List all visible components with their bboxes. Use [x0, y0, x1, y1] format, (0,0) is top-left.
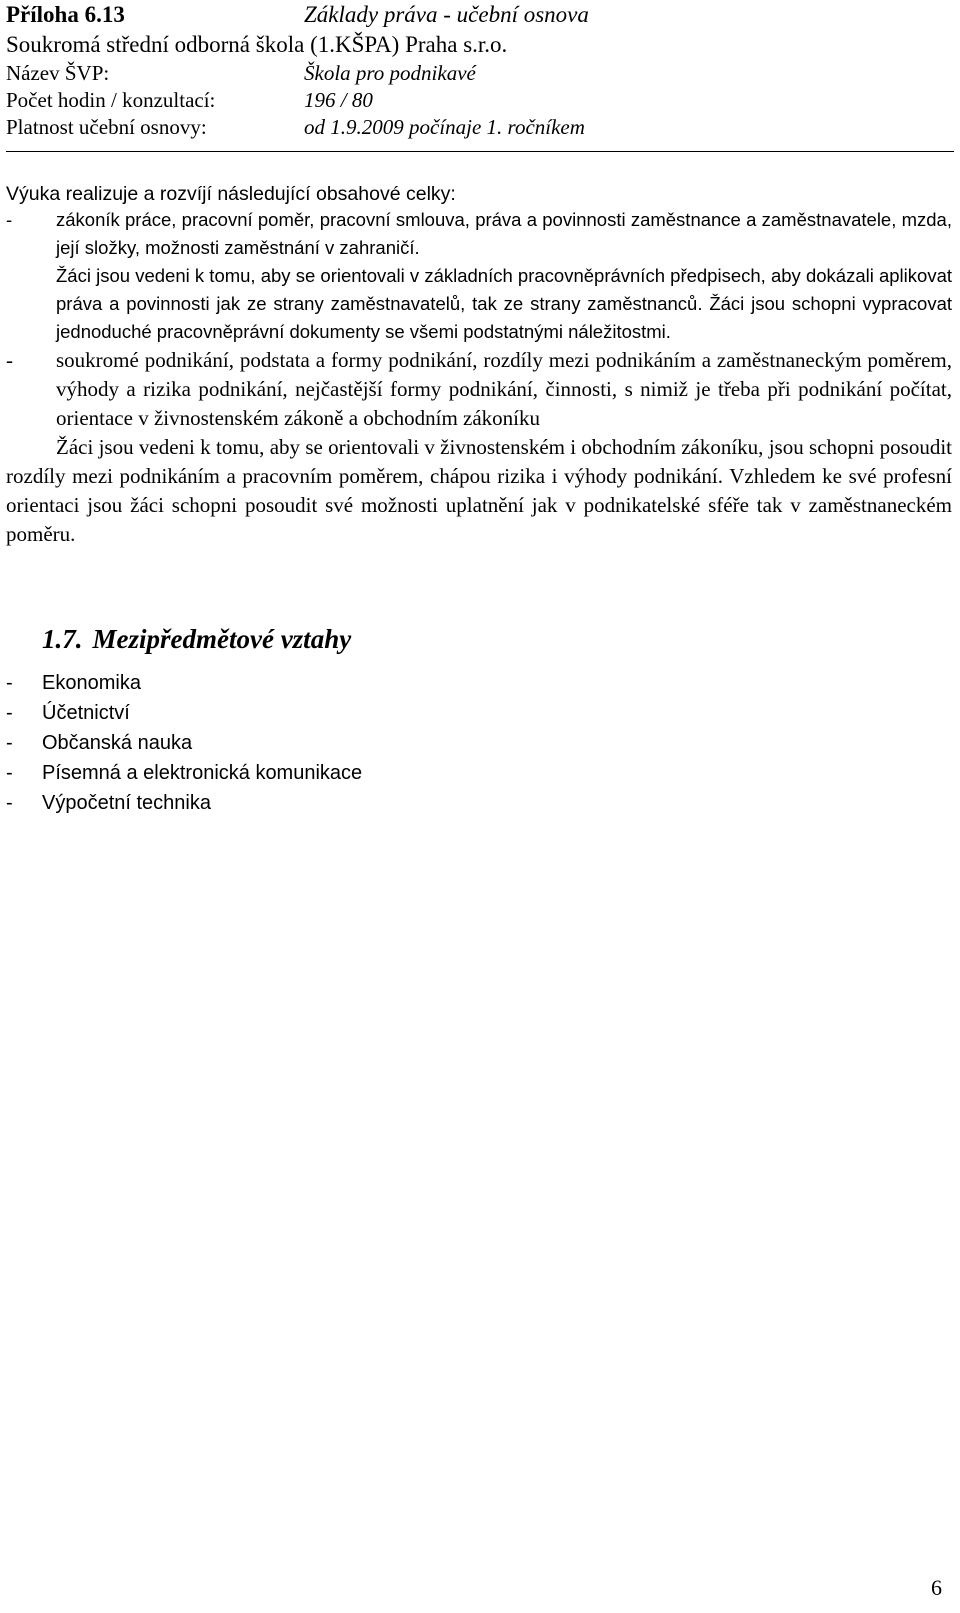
- section-number: 1.7.: [42, 624, 83, 654]
- header-row-svp: [6, 60, 950, 87]
- school-name: Soukromá střední odborná škola (1.KŠPA) Praha s.r.o.: [6, 32, 508, 57]
- header-row-validity: [6, 114, 950, 141]
- page-number: 6: [931, 1575, 942, 1600]
- item-description-text: Žáci jsou vedeni k tomu, aby se orientovali v živnostenském i obchodním zákoníku, jsou schopni posoudit rozdíly mezi podnikáním a pracovním poměrem, chápou rizika i výhody podnikání. Vzhledem ke své profesní orientaci jsou žáci schopni posoudit své možnosti uplatnění jak v podnikatelské sféře tak v zaměstnaneckém poměru.: [6, 435, 952, 546]
- item-topic: soukromé podnikání, podstata a formy podnikání, rozdíly mezi podnikáním a zaměstnaneckým poměrem, výhody a rizika podnikání, nejčastější formy podnikání, činnosti, s nimiž je třeba při podnikání počítat, orientace v živnostenském zákoně a obchodním zákoníku: [56, 348, 952, 430]
- school-name-row: [6, 30, 950, 60]
- dash-bullet: -: [6, 732, 13, 754]
- intro-text: Výuka realizuje a rozvíjí následující obsahové celky:: [6, 183, 456, 205]
- list-item: - Ekonomika: [6, 668, 362, 698]
- validity-value: od 1.9.2009 počínaje 1. ročníkem: [304, 115, 585, 139]
- svp-label: Název ŠVP:: [6, 61, 110, 85]
- dash-bullet: -: [6, 792, 13, 814]
- section-heading: [42, 624, 351, 655]
- hours-value: 196 / 80: [304, 88, 373, 112]
- dash-bullet: -: [6, 348, 13, 372]
- document-header: [6, 0, 950, 141]
- dash-bullet: -: [6, 672, 13, 694]
- validity-label: Platnost učební osnovy:: [6, 115, 207, 139]
- list-item: - Výpočetní technika: [6, 788, 362, 818]
- content-body: [6, 206, 952, 549]
- list-item: - Účetnictví: [6, 698, 362, 728]
- header-divider: [6, 151, 954, 152]
- list-item: - Písemná a elektronická komunikace: [6, 758, 362, 788]
- content-item-business: [6, 346, 952, 433]
- item-description: [6, 433, 952, 549]
- item-description: Žáci jsou vedeni k tomu, aby se orientovali v základních pracovněprávních předpisech, aby dokázali aplikovat práva a povinnosti jak ze strany zaměstnavatelů, tak ze strany zaměstnanců. Žáci jsou schopni vypracovat jednoduché pracovněprávní dokumenty se všemi podstatnými náležitostmi.: [56, 265, 952, 342]
- dash-bullet: -: [6, 762, 13, 784]
- item-topic: zákoník práce, pracovní poměr, pracovní smlouva, práva a povinnosti zaměstnance a zaměstnavatele, mzda, její složky, možnosti zaměstnání v zahraničí.: [56, 209, 952, 258]
- hours-label: Počet hodin / konzultací:: [6, 88, 216, 112]
- header-row-hours: [6, 87, 950, 114]
- content-item-labor-law: [6, 206, 952, 262]
- svp-value: Škola pro podnikavé: [304, 61, 476, 85]
- appendix-label: Příloha 6.13: [6, 2, 125, 27]
- section-title: Mezipředmětové vztahy: [92, 624, 352, 654]
- dash-bullet: -: [6, 209, 13, 230]
- header-title-row: [6, 0, 950, 30]
- dash-bullet: -: [6, 702, 13, 724]
- subject-title: Základy práva - učební osnova: [304, 2, 589, 27]
- related-subjects-list: [6, 668, 362, 818]
- list-item: - Občanská nauka: [6, 728, 362, 758]
